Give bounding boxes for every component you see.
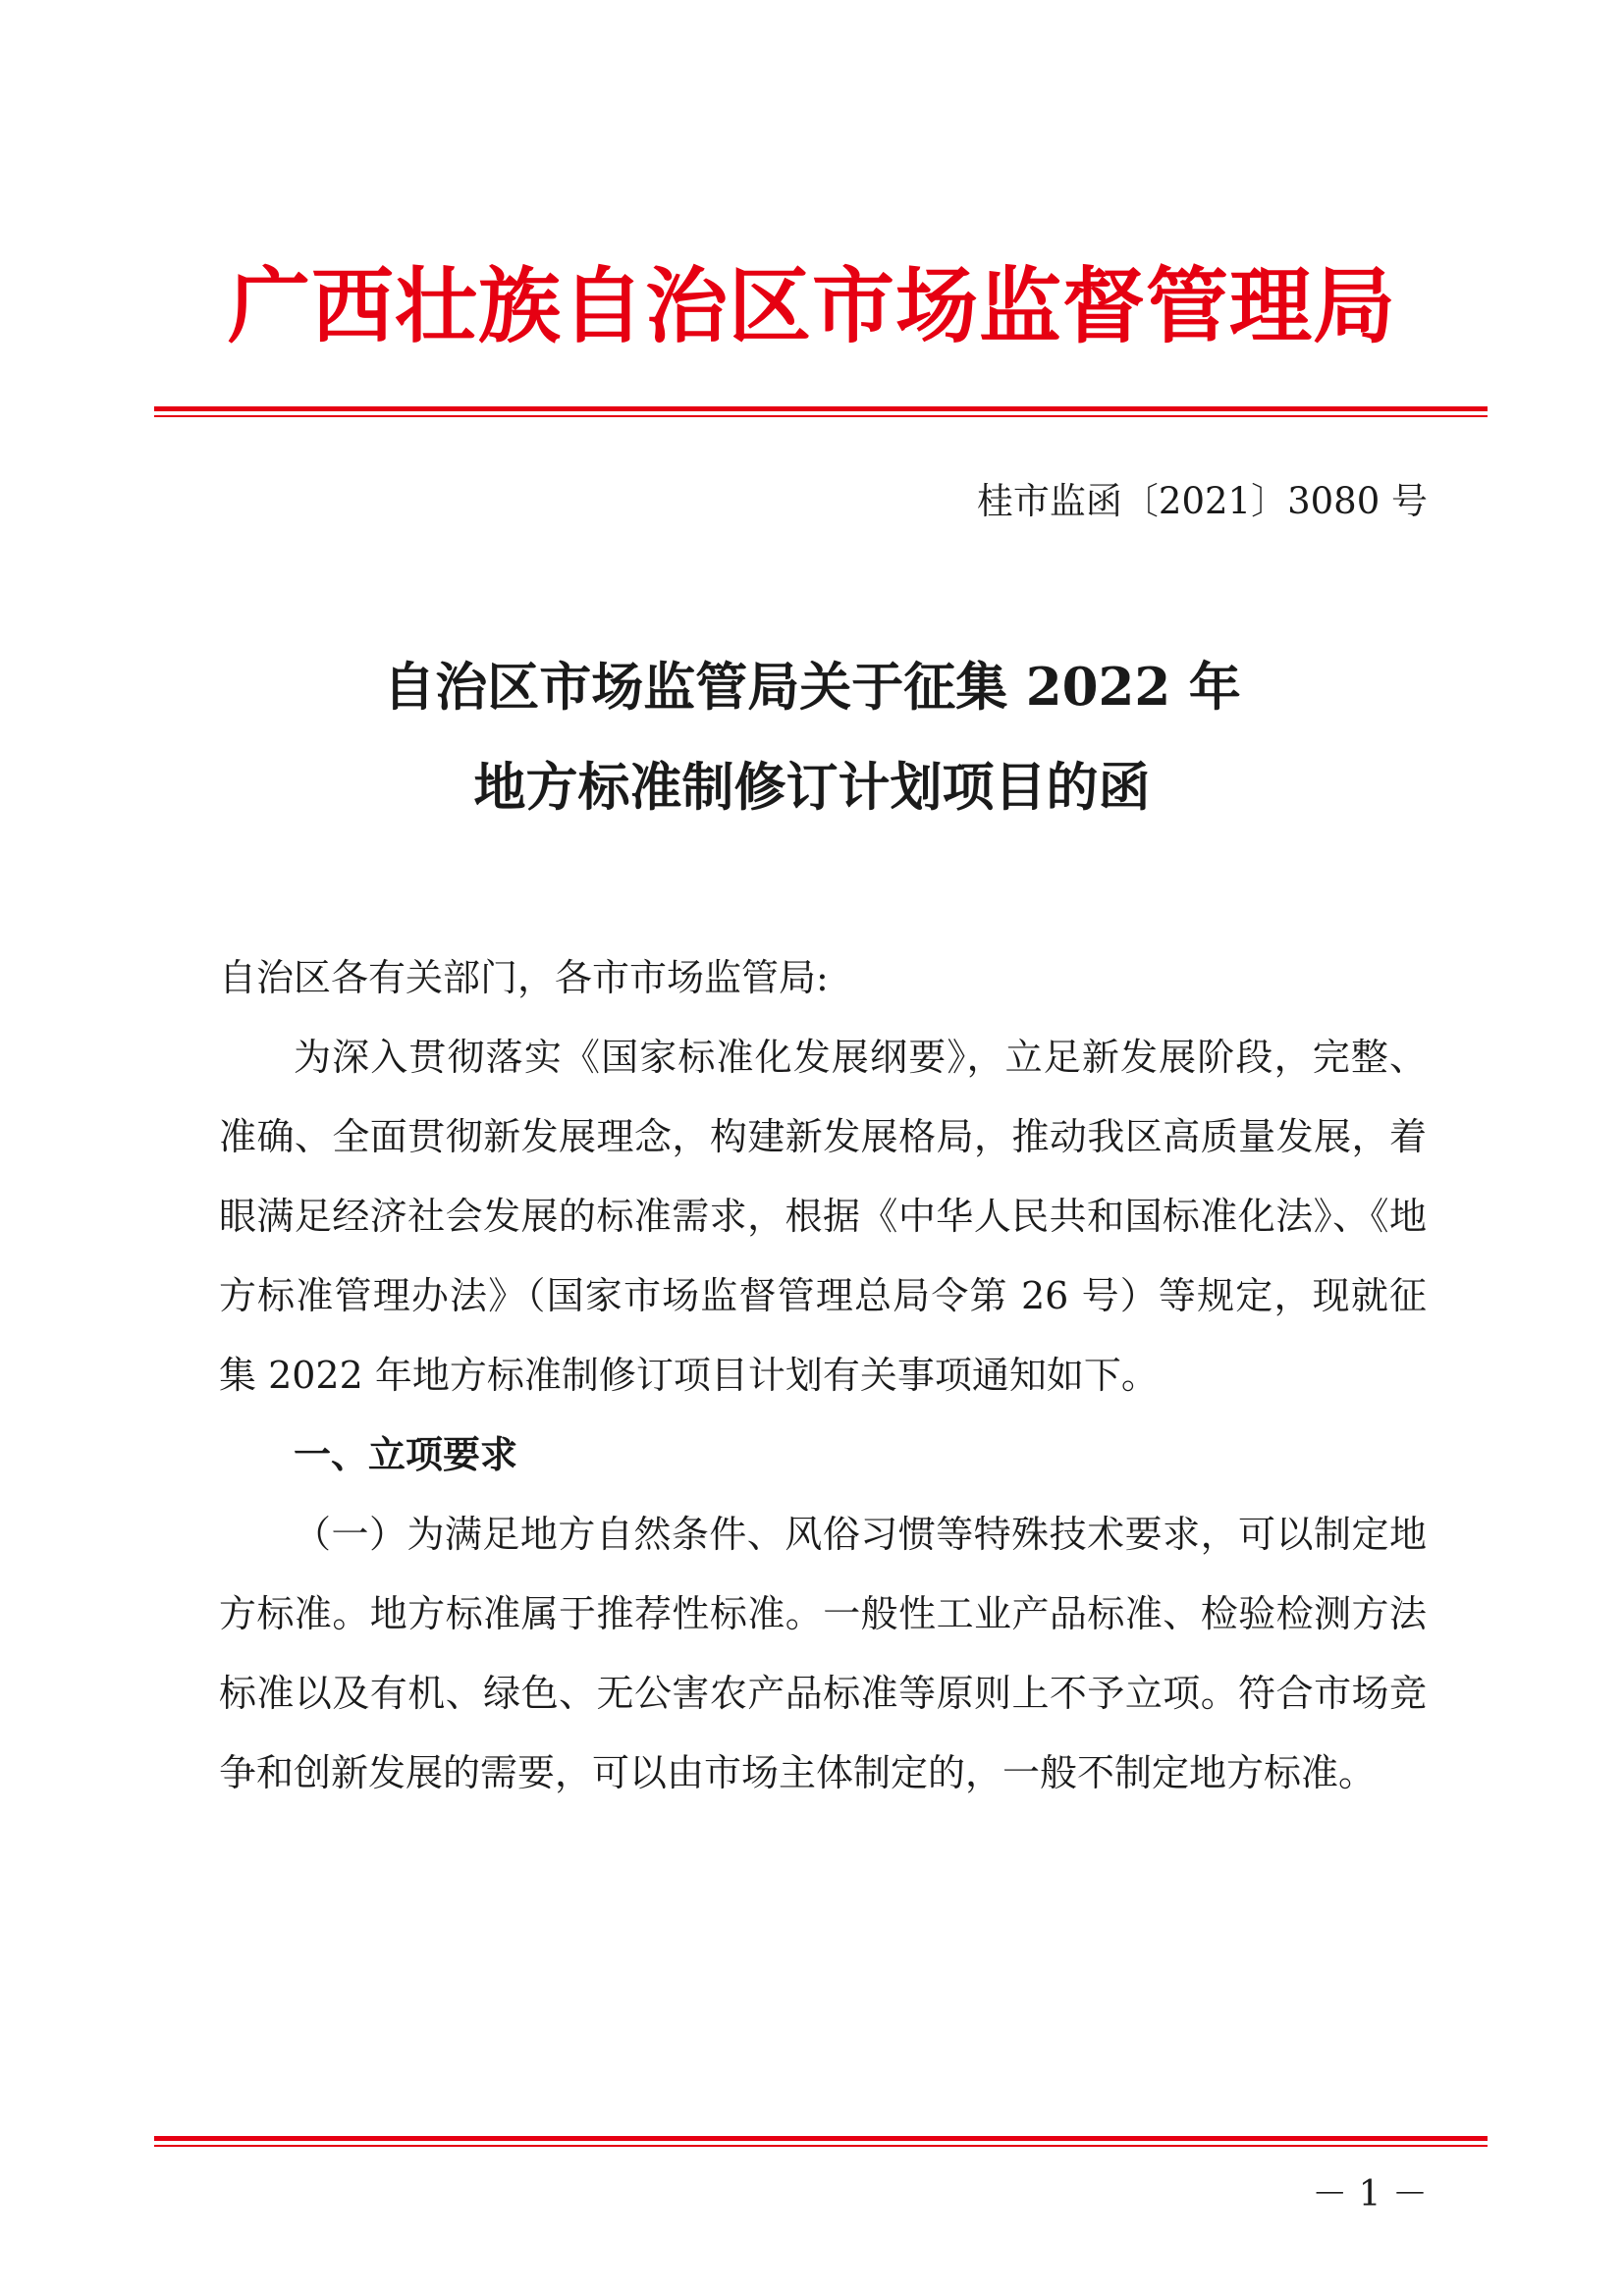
document-title-line-2: 地方标准制修订计划项目的函	[473, 757, 1151, 818]
section-heading: 一、立项要求	[294, 1433, 518, 1476]
document-body	[219, 938, 1427, 1813]
body-paragraph: 为深入贯彻落实《国家标准化发展纲要》，立足新发展阶段，完整、准确、全面贯彻新发展理念，构建新发展格局，推动我区高质量发展，着眼满足经济社会发展的标准需求，根据《中华人民共和国标准化法》、《地方标准管理办法》（国家市场监督管理总局令第 26 号）等规定，现就征集 2022 年地方标准制修订项目计划有关事项通知如下。	[219, 1036, 1427, 1397]
page-number: － 1 －	[1312, 2174, 1428, 2215]
footer-rule-thin	[154, 2145, 1488, 2147]
letterhead-rule-thin	[154, 415, 1488, 417]
letterhead-title: 广西壮族自治区市场监督管理局	[227, 257, 1396, 354]
document-number: 桂市监函〔2021〕3080 号	[976, 480, 1428, 522]
document-title-line-1: 自治区市场监管局关于征集 2022 年	[383, 657, 1241, 718]
letterhead-rule-thick	[154, 406, 1488, 411]
footer-rule-thick	[154, 2136, 1488, 2141]
salutation: 自治区各有关部门，各市市场监管局:	[219, 956, 829, 999]
body-paragraph: （一）为满足地方自然条件、风俗习惯等特殊技术要求，可以制定地方标准。地方标准属于推荐性标准。一般性工业产品标准、检验检测方法标准以及有机、绿色、无公害农产品标准等原则上不予立项。符合市场竞争和创新发展的需要，可以由市场主体制定的，一般不制定地方标准。	[219, 1513, 1427, 1794]
